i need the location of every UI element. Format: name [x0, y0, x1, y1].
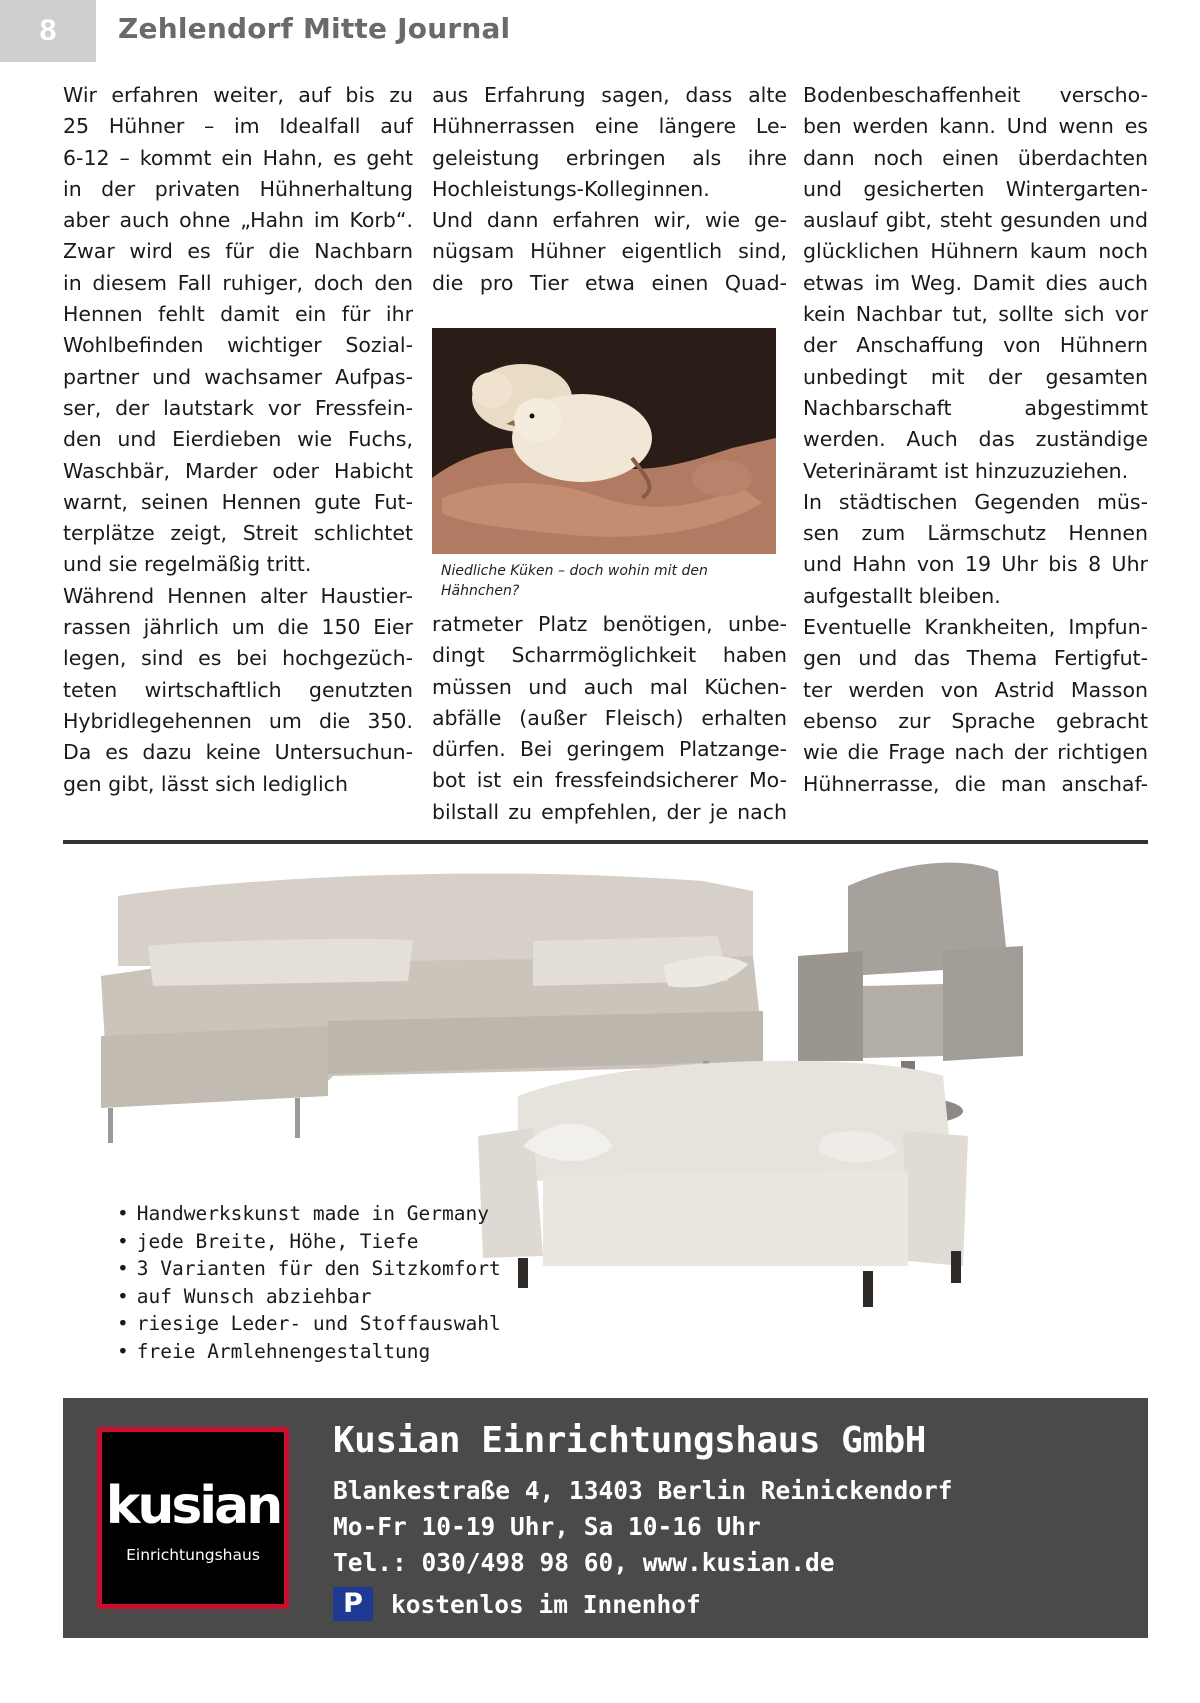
photo-caption — [441, 561, 781, 601]
article-line: Wir erfahren weiter, auf bis zu — [63, 83, 413, 107]
company-contact — [333, 1473, 953, 1581]
article-line: Nachbarschaft abgestimmt — [803, 395, 1148, 420]
company-name: Kusian Einrichtungshaus GmbH — [333, 1420, 926, 1461]
article-line: müssen und auch mal Küchen- — [432, 674, 787, 699]
article-line: unbedingt mit der gesamten — [803, 364, 1148, 389]
article-line: Wohlbefinden wichtiger Sozial- — [63, 333, 413, 358]
article-line: und gesicherten Wintergarten- — [803, 176, 1148, 201]
article-line: Hennen fehlt damit ein für ihr — [63, 302, 413, 327]
article-line: Hybridlegehennen um die 350. — [63, 708, 413, 733]
article-line: Hochleistungs-Kolleginnen. — [432, 176, 710, 201]
feature-item: • freie Armlehnengestaltung — [117, 1338, 501, 1366]
article-line: auslauf gibt, steht gesunden und — [803, 208, 1148, 233]
parking-text: kostenlos im Innenhof — [391, 1589, 701, 1619]
article-column-2-bottom — [432, 609, 787, 828]
article-line: glücklichen Hühnern kaum noch — [803, 239, 1148, 264]
article-line: kein Nachbar tut, sollte sich vor — [803, 302, 1148, 327]
article-column-2-top — [432, 80, 787, 299]
parking-icon: P — [333, 1587, 373, 1621]
article-line: bot ist ein fressfeindsicherer Mo- — [432, 768, 787, 793]
opening-hours: Mo-Fr 10-19 Uhr, Sa 10-16 Uhr — [333, 1512, 761, 1541]
chicks-in-hand-image — [432, 328, 776, 554]
feature-list — [117, 1200, 501, 1365]
article-line: ter werden von Astrid Masson — [803, 677, 1148, 702]
article-line: in diesem Fall ruhiger, doch den — [63, 270, 413, 295]
article-line: ser, der lautstark vor Fressfein- — [63, 395, 413, 420]
article-line: 25 Hühner – im Idealfall auf — [63, 114, 413, 139]
feature-item: • jede Breite, Höhe, Tiefe — [117, 1228, 501, 1256]
photo-caption-line-2: Hähnchen? — [441, 583, 520, 599]
article-line: gen gibt, lässt sich lediglich — [63, 771, 348, 796]
article-line: ebenso zur Sprache gebracht — [803, 708, 1148, 733]
article-line: Da es dazu keine Untersuchun- — [63, 740, 413, 765]
article-line: dann noch einen überdachten — [803, 145, 1148, 170]
article-line: 6-12 – kommt ein Hahn, es geht — [63, 145, 413, 170]
article-line: terplätze zeigt, Streit schlichtet — [63, 521, 413, 546]
article-line: ben werden kann. Und wenn es — [803, 114, 1148, 139]
article-line: aber auch ohne „Hahn im Korb“. — [63, 208, 413, 233]
parking-info — [333, 1587, 701, 1621]
article-line: in der privaten Hühnerhaltung — [63, 176, 413, 201]
article-line: gen und das Thema Fertigfut- — [803, 646, 1148, 671]
article-line: abfälle (außer Fleisch) erhalten — [432, 705, 787, 730]
article-line: Eventuelle Krankheiten, Impfun- — [803, 615, 1148, 640]
article-line: werden. Auch das zuständige — [803, 427, 1148, 452]
logo-subtitle: Einrichtungshaus — [126, 1546, 260, 1564]
article-line: bilstall zu empfehlen, der je nach — [432, 799, 787, 824]
article-line: aus Erfahrung sagen, dass alte — [432, 83, 787, 107]
article-line: dingt Scharrmöglichkeit haben — [432, 643, 787, 668]
article-line: Und dann erfahren wir, wie ge- — [432, 208, 787, 233]
article-line: aufgestallt bleiben. — [803, 583, 1001, 608]
article-column-1 — [63, 80, 413, 800]
chicks-photo — [432, 328, 776, 554]
feature-item: • riesige Leder- und Stoffauswahl — [117, 1310, 501, 1338]
logo-wordmark: kusian — [105, 1476, 281, 1536]
article-line: geleistung erbringen als ihre — [432, 145, 787, 170]
article-line: Hühnerrassen eine längere Le- — [432, 114, 787, 139]
article-line: wie die Frage nach der richtigen — [803, 740, 1148, 765]
article-line: teten wirtschaftlich genutzten — [63, 677, 413, 702]
article-line: etwas im Weg. Damit dies auch — [803, 270, 1148, 295]
article-line: legen, sind es bei hochgezüch- — [63, 646, 413, 671]
company-address: Blankestraße 4, 13403 Berlin Reinickendorf — [333, 1476, 953, 1505]
article-line: nügsam Hühner eigentlich sind, — [432, 239, 787, 264]
phone-and-website: Tel.: 030/498 98 60, www.kusian.de — [333, 1548, 835, 1577]
article-line: der Anschaffung von Hühnern — [803, 333, 1148, 358]
page-number: 8 — [0, 0, 96, 62]
article-line: Zwar wird es für die Nachbarn — [63, 239, 413, 264]
article-line: ratmeter Platz benötigen, unbe- — [432, 612, 787, 636]
sofa-image — [478, 1061, 968, 1307]
article-column-3 — [803, 80, 1148, 800]
section-divider — [63, 840, 1148, 844]
kusian-logo — [97, 1427, 289, 1609]
feature-item: • auf Wunsch abziehbar — [117, 1283, 501, 1311]
article-line: Veterinäramt ist hinzuzuziehen. — [803, 458, 1129, 483]
article-line: sen zum Lärmschutz Hennen — [803, 521, 1148, 546]
article-line: Bodenbeschaffenheit verscho- — [803, 83, 1148, 107]
article-line: Hühnerrasse, die man anschaf- — [803, 771, 1148, 796]
photo-caption-line-1: Niedliche Küken – doch wohin mit den — [441, 563, 708, 579]
article-line: rassen jährlich um die 150 Eier — [63, 615, 413, 640]
article-line: partner und wachsamer Aufpas- — [63, 364, 413, 389]
article-line: und Hahn von 19 Uhr bis 8 Uhr — [803, 552, 1148, 577]
feature-item: • 3 Varianten für den Sitzkomfort — [117, 1255, 501, 1283]
article-line: Während Hennen alter Haustier- — [63, 583, 413, 608]
journal-title: Zehlendorf Mitte Journal — [118, 12, 511, 45]
article-line: die pro Tier etwa einen Quad- — [432, 270, 787, 295]
article-line: In städtischen Gegenden müs- — [803, 489, 1148, 514]
article-line: warnt, seinen Hennen gute Fut- — [63, 489, 413, 514]
article-line: und sie regelmäßig tritt. — [63, 552, 312, 577]
article-line: Waschbär, Marder oder Habicht — [63, 458, 413, 483]
article-line: dürfen. Bei geringem Platzange- — [432, 737, 787, 762]
feature-item: • Handwerkskunst made in Germany — [117, 1200, 501, 1228]
article-line: den und Eierdieben wie Fuchs, — [63, 427, 413, 452]
